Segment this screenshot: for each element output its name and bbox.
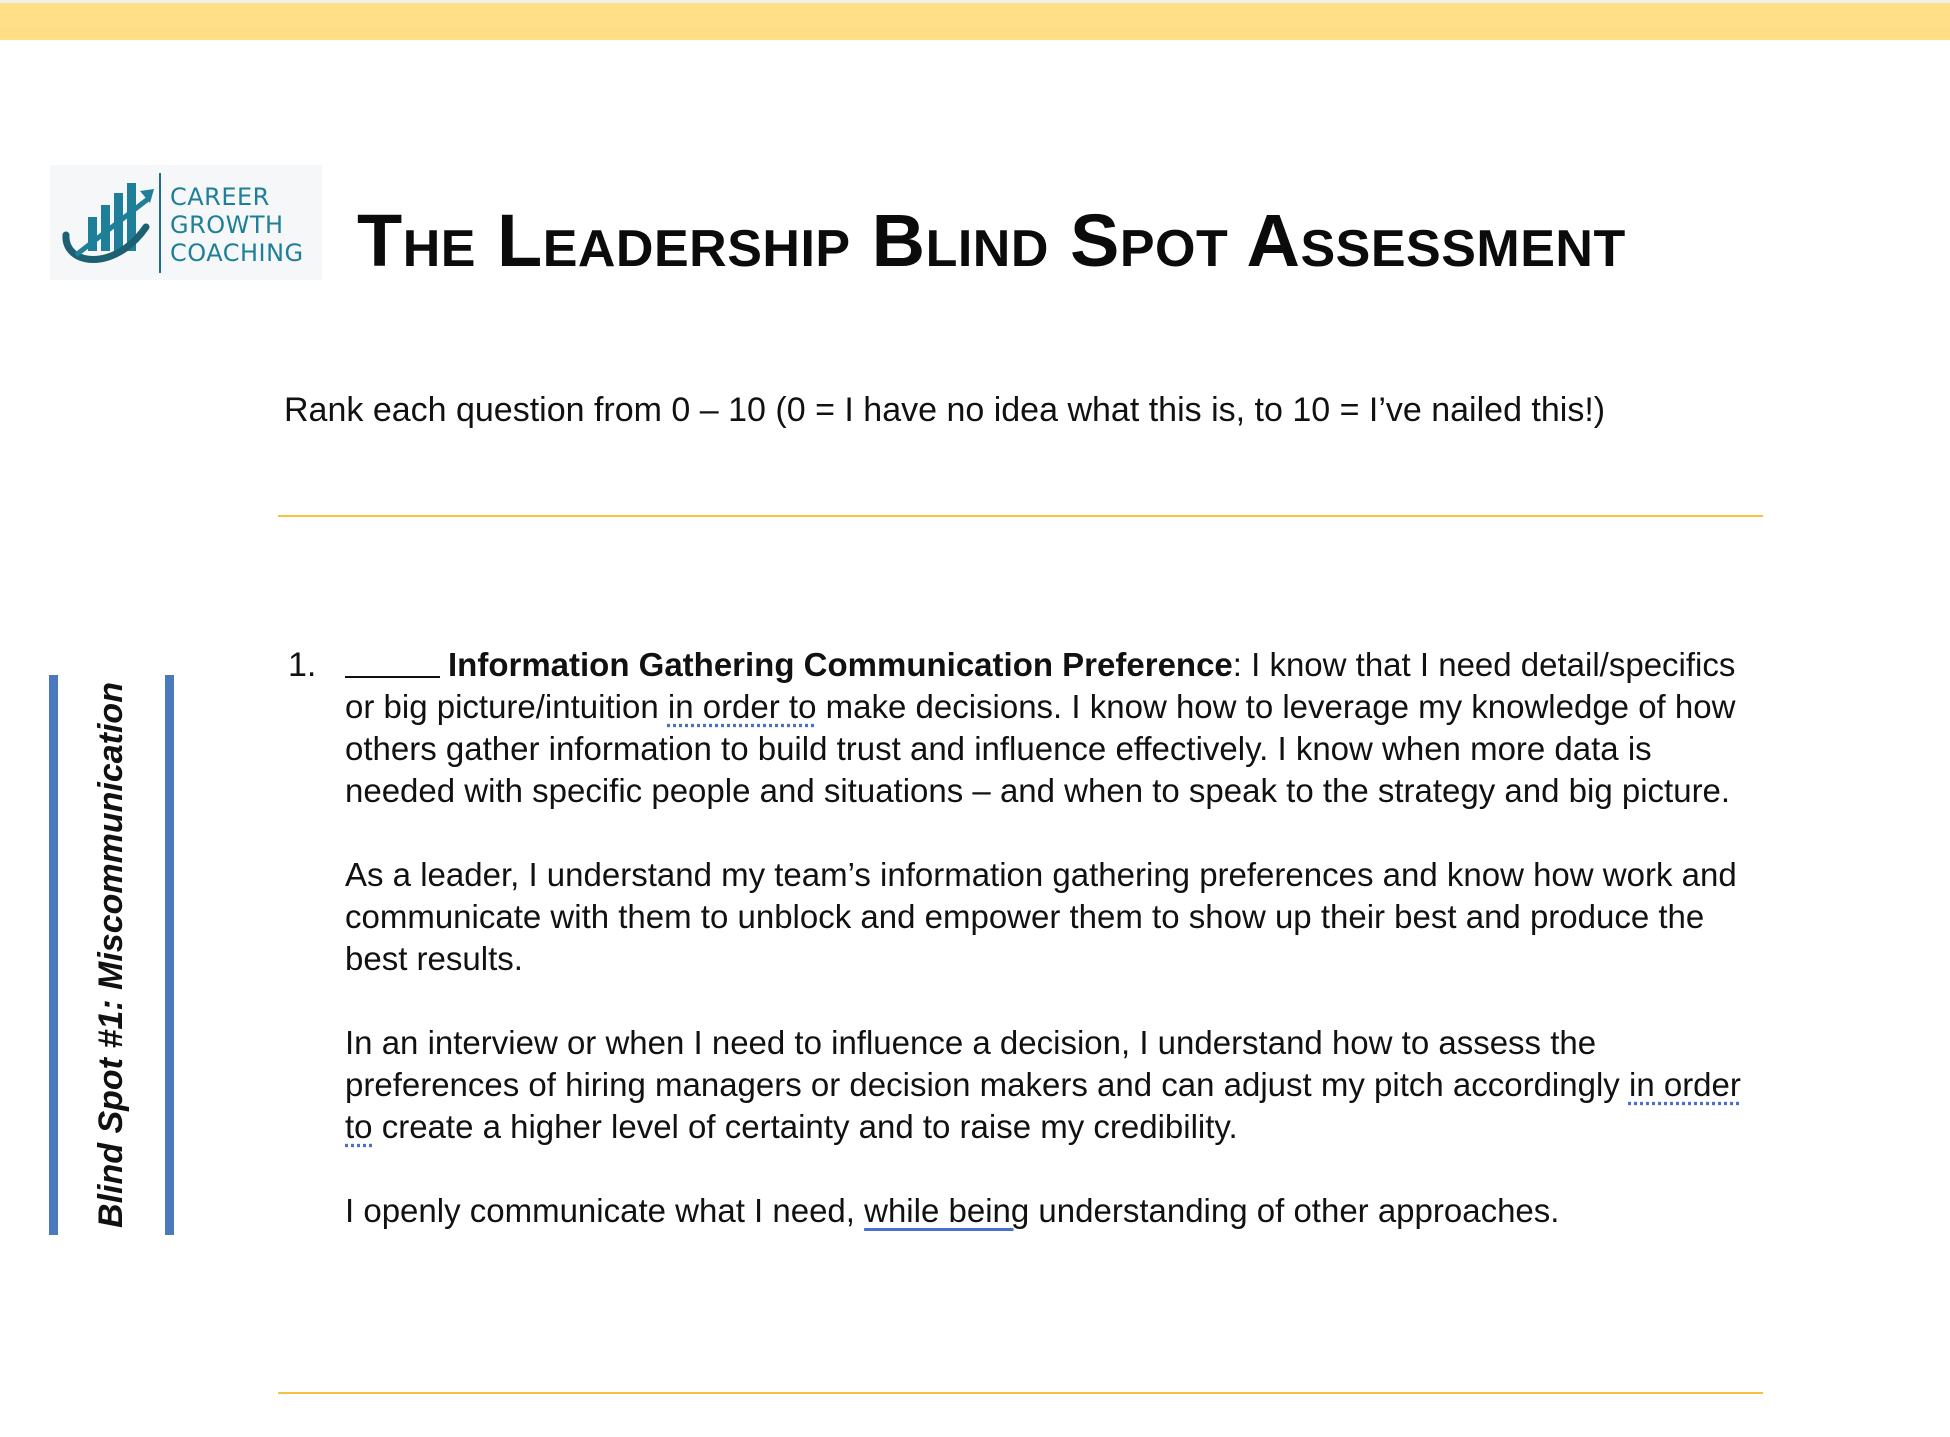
career-growth-coaching-logo: [50, 165, 322, 280]
page-title: The Leadership Blind Spot Assessment: [357, 199, 1626, 282]
question-body: [345, 644, 1745, 1274]
question-p1-text: : I know that I need detail/specifics or big picture/intuition: [345, 646, 1736, 725]
question-paragraph-4: [345, 1190, 1745, 1232]
logo-line-career: CAREER: [170, 183, 270, 211]
logo-wordmark: [170, 183, 304, 267]
logo-line-coaching: COACHING: [170, 239, 304, 267]
question-paragraph-1: [345, 644, 1745, 812]
blind-spot-side-label: Blind Spot #1: Miscommunication: [92, 682, 130, 1228]
side-bar-left: [49, 675, 58, 1235]
logo-line-growth: GROWTH: [170, 211, 284, 239]
score-blank-field[interactable]: [345, 646, 440, 678]
question-p1-rest: make decisions. I know how to leverage my knowledge of how others gather information to build trust and influence effectively. I know when more data is needed with specific people and situations – and when to speak to the strategy and big picture.: [345, 688, 1736, 809]
top-accent-band: [0, 0, 1950, 40]
question-paragraph-3: [345, 1022, 1745, 1148]
ranking-instruction: Rank each question from 0 – 10 (0 = I have no idea what this is, to 10 = I’ve nailed this!): [284, 391, 1606, 429]
grammar-flag-in-order-to-2: in order to: [345, 1066, 1741, 1145]
question-paragraph-2: As a leader, I understand my team’s information gathering preferences and know how work and communicate with them to unblock and empower them to show up their best and produce the best results.: [345, 856, 1737, 977]
bar-chart-arrow-logo-icon: [54, 165, 158, 280]
question-p4-rest: understanding of other approaches.: [1029, 1192, 1560, 1229]
grammar-flag-in-order-to-1: in order to: [667, 688, 817, 725]
question-p3-rest: create a higher level of certainty and to raise my credibility.: [372, 1108, 1238, 1145]
grammar-flag-while-being: while being: [864, 1192, 1030, 1229]
bottom-divider-rule: [278, 1392, 1763, 1394]
side-bar-right: [165, 675, 174, 1235]
question-number: 1.: [288, 646, 317, 684]
logo-divider: [159, 173, 161, 273]
question-p4-text: I openly communicate what I need,: [345, 1192, 865, 1229]
question-heading: Information Gathering Communication Preference: [448, 646, 1233, 683]
question-p3-text: In an interview or when I need to influence a decision, I understand how to assess the preferences of hiring managers or decision makers and can adjust my pitch accordingly: [345, 1024, 1629, 1103]
top-divider-rule: [278, 515, 1763, 517]
